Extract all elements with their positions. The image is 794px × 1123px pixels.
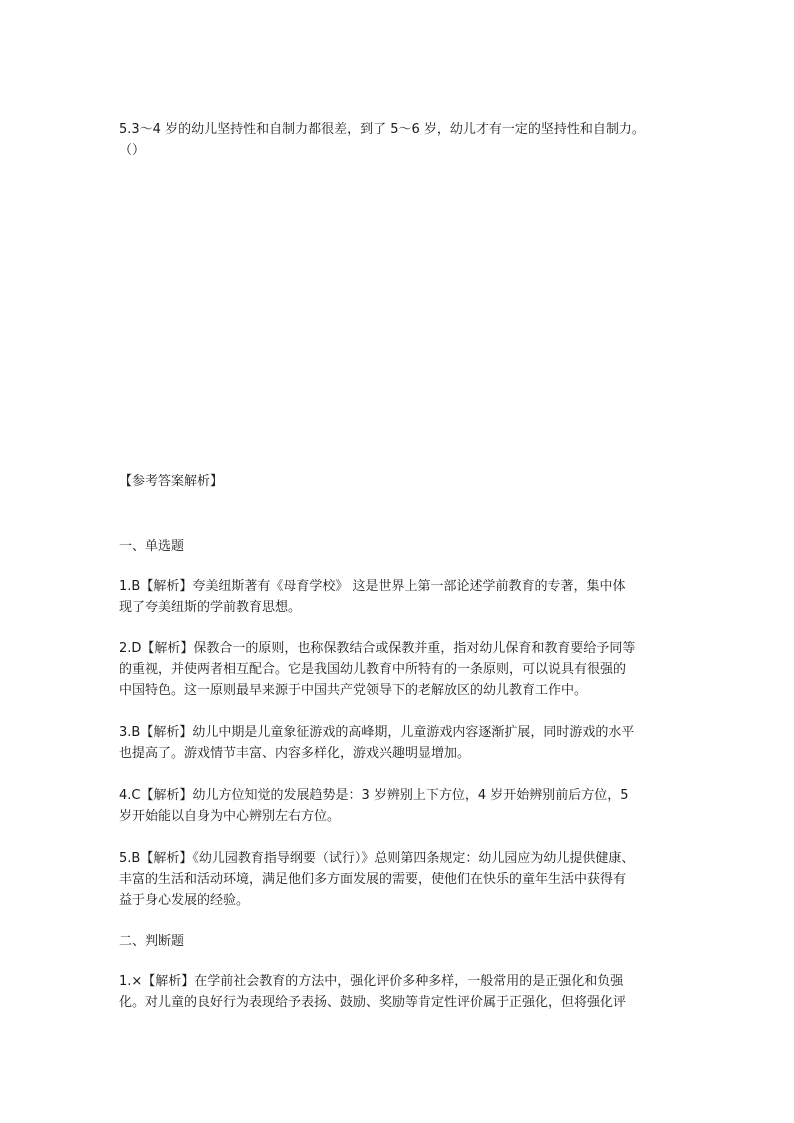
answer-line: 中国特色。这一原则最早来源于中国共产党领导下的老解放区的幼儿教育工作中。: [119, 683, 588, 698]
answer-item: [119, 848, 679, 911]
answer-item: [119, 576, 679, 618]
question-5-line: （）: [119, 143, 146, 158]
section-heading-text: 一、单选题: [119, 539, 185, 554]
section-heading-single-choice: [119, 536, 679, 557]
answer-line: 岁开始能以自身为中心辨别左右方位。: [119, 809, 341, 824]
answer-line: 益于身心发展的经验。: [119, 893, 250, 908]
answer-item: [119, 638, 679, 701]
answers-heading: [119, 471, 679, 492]
answer-line: 1.×【解析】在学前社会教育的方法中，强化评价多种多样，一般常用的是正强化和负强: [119, 974, 624, 989]
answer-line: 3.B【解析】幼儿中期是儿童象征游戏的高峰期，儿童游戏内容逐渐扩展，同时游戏的水平: [119, 725, 635, 740]
answer-item: [119, 971, 679, 1013]
answer-line: 的重视，并使两者相互配合。它是我国幼儿教育中所特有的一条原则，可以说具有很强的: [119, 662, 627, 677]
answer-line: 也提高了。游戏情节丰富、内容多样化，游戏兴趣明显增加。: [119, 746, 471, 761]
answer-line: 丰富的生活和活动环境，满足他们多方面发展的需要，使他们在快乐的童年生活中获得有: [119, 872, 627, 887]
answer-item: [119, 722, 679, 764]
question-5: [119, 119, 684, 161]
answer-line: 化。对儿童的良好行为表现给予表扬、鼓励、奖励等肯定性评价属于正强化，但将强化评: [119, 995, 627, 1010]
answers-heading-text: 【参考答案解析】: [119, 474, 224, 489]
answer-line: 4.C【解析】幼儿方位知觉的发展趋势是：3 岁辨别上下方位，4 岁开始辨别前后方位，5: [119, 788, 629, 803]
section-heading-true-false: [119, 931, 679, 952]
question-5-line: 5.3～4 岁的幼儿坚持性和自制力都很差，到了 5～6 岁，幼儿才有一定的坚持性和自制力。: [119, 122, 645, 137]
answer-line: 5.B【解析】《幼儿园教育指导纲要（试行）》总则第四条规定：幼儿园应为幼儿提供健康、: [119, 851, 635, 866]
section-heading-text: 二、判断题: [119, 934, 185, 949]
answer-item: [119, 785, 679, 827]
answer-line: 现了夸美纽斯的学前教育思想。: [119, 600, 302, 615]
answer-line: 1.B【解析】夸美纽斯著有《母育学校》 这是世界上第一部论述学前教育的专著，集中体: [119, 579, 626, 594]
answer-line: 2.D【解析】保教合一的原则，也称保教结合或保教并重，指对幼儿保育和教育要给予同等: [119, 641, 636, 656]
